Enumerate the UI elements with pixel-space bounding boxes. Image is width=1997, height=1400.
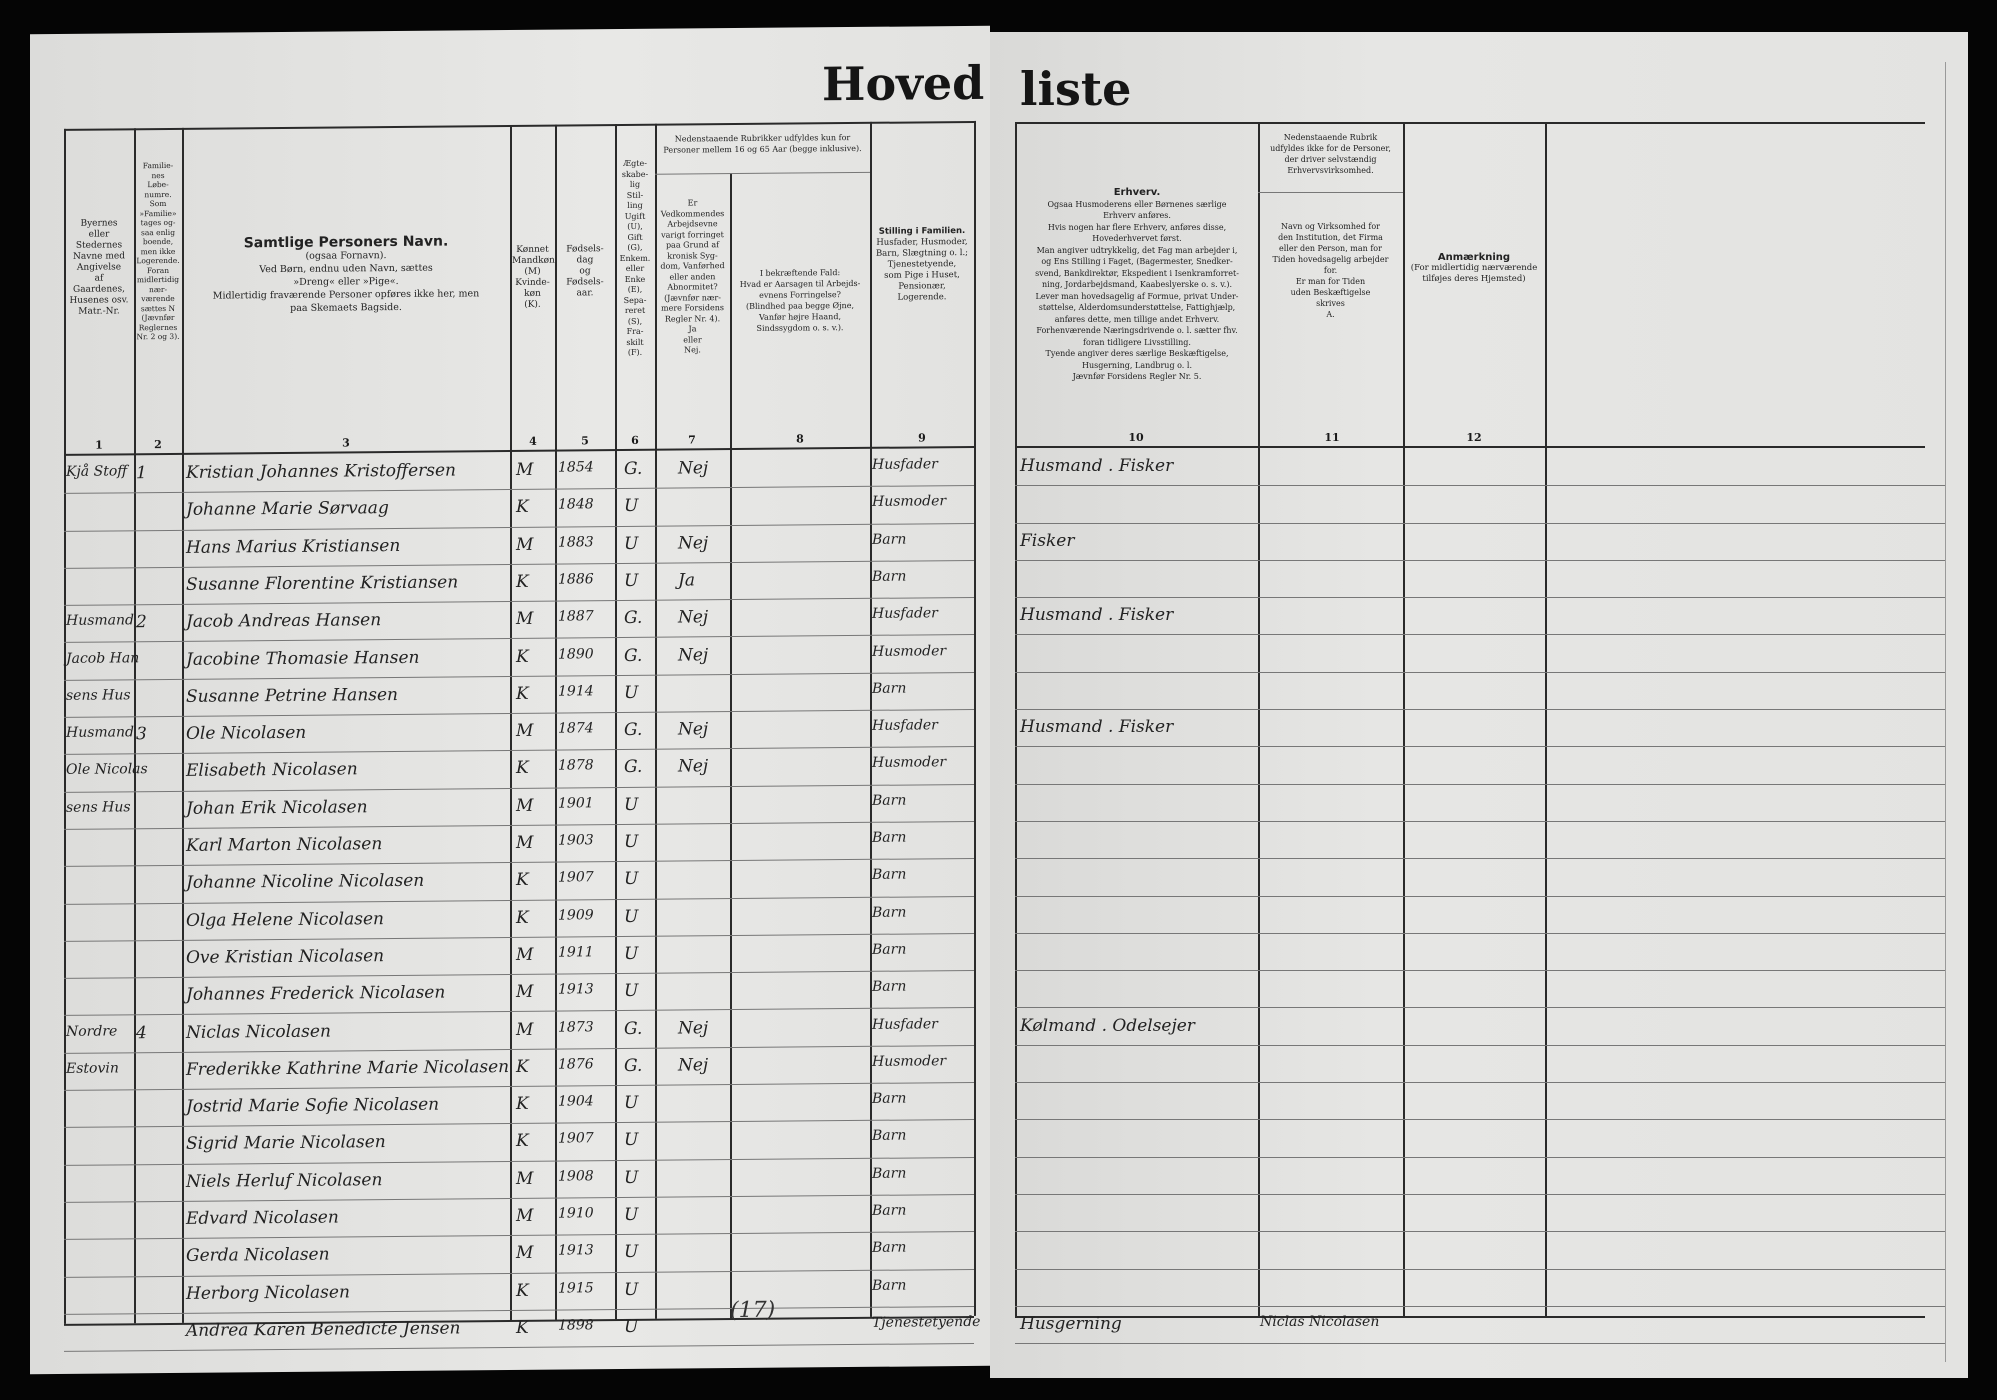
cell-name: Elisabeth Nicolasen	[186, 759, 358, 782]
cell-place	[66, 1097, 132, 1098]
cell-fam: 2	[136, 612, 147, 633]
cell-civil: U	[624, 1279, 639, 1300]
cell-sex: K	[516, 1317, 529, 1338]
header-col6: Ægte- skabe- lig Stil- ling Ugift (U), Gift (G), Enkem. eller Enke (E), Sepa- reret (S), Fra- skilt (F).	[619, 158, 651, 357]
cell-name: Herborg Nicolasen	[186, 1281, 350, 1304]
cell-name: Edvard Nicolasen	[186, 1207, 339, 1229]
cell-place	[66, 1321, 132, 1322]
cell-civil: G.	[624, 1055, 643, 1076]
table-row	[990, 1306, 1925, 1343]
cell-civil: U	[624, 1092, 639, 1114]
cell-sex: K	[516, 1093, 529, 1115]
cell-born: 1911	[558, 944, 594, 961]
cell-fam: 4	[136, 1022, 147, 1043]
cell-place: Nordre	[66, 1022, 118, 1040]
cell-sex: K	[516, 1131, 529, 1152]
cell-civil: U	[624, 981, 639, 1002]
cell-born: 1913	[558, 1242, 594, 1259]
cell-born: 1914	[558, 683, 594, 700]
cell-name: Frederikke Kathrine Marie Nicolasen	[186, 1056, 510, 1080]
cell-place	[66, 948, 132, 949]
cell-civil: G.	[624, 757, 643, 778]
page-title-left: Hoved	[822, 55, 985, 112]
cell-civil: U	[624, 1204, 639, 1226]
cell-place: Husmand	[66, 724, 135, 741]
cell-sex: K	[516, 1280, 529, 1301]
table-row	[990, 1008, 1925, 1045]
cell-place: Jacob Han	[66, 649, 140, 667]
cell-occ: Husmand . Fisker	[1020, 605, 1174, 626]
cell-sex: M	[516, 720, 534, 742]
cell-name: Karl Marton Nicolasen	[186, 834, 383, 856]
cell-role: Husfader	[872, 717, 938, 734]
header-col12: Anmærkning (For midlertidig nærværende tilføjes deres Hjemsted)	[1410, 252, 1538, 284]
cell-role: Husmoder	[872, 493, 947, 511]
cell-sex: K	[516, 1056, 529, 1077]
cell-occ: Husmand . Fisker	[1020, 717, 1174, 738]
cell-place	[66, 1247, 132, 1248]
cell-sex: M	[516, 1243, 534, 1264]
cell-civil: U	[624, 682, 639, 703]
cell-c11: Niclas Nicolasen	[1260, 1313, 1380, 1330]
header-col7: Er Vedkommendes Arbejdsevne varigt forringet paa Grund af kronisk Syg- dom, Vanførhed eller anden Abnormitet? (Jævnfør nær- mere Forsidens Regler Nr. 4). Ja eller Nej.	[660, 198, 725, 355]
cell-place: sens Hus	[66, 798, 131, 816]
cell-name: Susanne Petrine Hansen	[186, 684, 399, 707]
table-row	[990, 597, 1925, 634]
cell-civil: G.	[624, 608, 643, 629]
cell-born: 1890	[558, 645, 594, 663]
column-number: 4	[529, 434, 537, 448]
header-col11: Nedenstaaende Rubrik udfyldes ikke for de Personer, der driver selvstændig Erhvervsvirksomhed. Navn og Virksomhed for den Institution, det Firma eller den Person, man for Tiden hovedsagelig arbejder for. Er man for Tiden uden Beskæftigelse skrives A.	[1270, 133, 1391, 319]
cell-sex: M	[516, 1019, 534, 1040]
cell-born: 1883	[558, 533, 594, 551]
cell-sex: M	[516, 1205, 534, 1226]
cell-role: Barn	[872, 680, 907, 697]
cell-c7: Nej	[678, 1055, 709, 1076]
cell-place	[66, 985, 132, 986]
table-row	[990, 448, 1925, 485]
cell-civil: U	[624, 831, 639, 853]
table-row	[990, 896, 1925, 933]
cell-role: Barn	[872, 1165, 907, 1182]
cell-role: Husfader	[872, 1015, 938, 1033]
column-number: 1	[95, 438, 103, 452]
cell-fam: 1	[136, 463, 147, 484]
cell-c7: Nej	[678, 644, 709, 666]
column-number: 7	[688, 433, 696, 447]
header-col10: Erhverv. Ogsaa Husmoderens eller Børnenes særlige Erhverv anføres. Hvis nogen har flere Erhverv, anføres disse, Hovederhvervet først. Man angiver udtrykkelig, det Fag man arbejder i, og Ens Stilling i Faget, (Bagermester, Snedker- svend, Bankdirektør, Ekspedient i Isenkramforret- ning, Jordarbejdsmand, Kaabeslyerske o. s. v.). Lever man hovedsagelig af Formue, privat Under- støttelse, Alderdomsunderstøttelse, Fattighjælp, anføres dette, men tillige andet Erhverv. Forhenværende Næringsdrivende o. l. sætter fhv. foran tidligere Livsstilling. Tyende angiver deres særlige Beskæftigelse, Husgerning, Landbrug o. l. Jævnfør Forsidens Regler Nr. 5.	[1035, 187, 1239, 381]
cell-name: Niclas Nicolasen	[186, 1021, 331, 1043]
cell-place	[66, 911, 132, 912]
header-top-rule	[1015, 122, 1925, 124]
cell-role: Barn	[872, 568, 907, 585]
cell-name: Johanne Nicoline Nicolasen	[186, 871, 425, 894]
cell-born: 1874	[558, 720, 594, 737]
cell-civil: G.	[624, 1018, 643, 1039]
cell-name: Johanne Marie Sørvaag	[186, 498, 389, 521]
table-row	[990, 746, 1925, 783]
cell-c7: Nej	[678, 532, 709, 554]
cell-name: Ole Nicolasen	[186, 722, 307, 744]
cell-role: Barn	[872, 1202, 907, 1219]
cell-fam: 3	[136, 724, 147, 745]
row-rule	[1015, 1343, 1945, 1344]
cell-name: Susanne Florentine Kristiansen	[186, 572, 459, 595]
cell-name: Kristian Johannes Kristoffersen	[186, 460, 456, 483]
cell-civil: U	[624, 570, 639, 591]
table-row	[990, 1045, 1925, 1082]
cell-civil: G.	[624, 645, 643, 666]
cell-role: Barn	[872, 941, 907, 958]
cell-c7: Nej	[678, 607, 709, 628]
cell-sex: K	[516, 683, 529, 704]
cell-role: Husfader	[872, 605, 938, 623]
cell-place	[66, 1135, 132, 1136]
cell-role: Husmoder	[872, 1052, 947, 1070]
cell-born: 1887	[558, 608, 594, 625]
page-title-right: liste	[1020, 62, 1132, 116]
cell-name: Gerda Nicolasen	[186, 1244, 330, 1267]
cell-c7: Nej	[678, 756, 709, 777]
table-row	[990, 672, 1925, 709]
cell-place: Ole Nicolas	[66, 761, 148, 779]
cell-occ: Husmand . Fisker	[1020, 456, 1174, 476]
right-page	[990, 32, 1968, 1378]
table-row	[990, 1231, 1925, 1268]
row-rule	[64, 1343, 974, 1352]
cell-role: Barn	[872, 1239, 907, 1257]
cell-born: 1903	[558, 832, 594, 849]
table-row	[990, 821, 1925, 858]
table-row	[30, 1306, 981, 1351]
cell-name: Ove Kristian Nicolasen	[186, 945, 385, 968]
cell-civil: U	[624, 1167, 639, 1188]
column-number: 8	[796, 432, 804, 446]
cell-civil: U	[624, 869, 639, 890]
cell-occ: Husgerning	[1020, 1313, 1122, 1334]
cell-sex: K	[516, 870, 529, 891]
cell-born: 1886	[558, 571, 594, 588]
cell-c7: Nej	[678, 1017, 709, 1039]
cell-role: Husfader	[872, 456, 938, 473]
cell-role: Barn	[872, 978, 907, 996]
header-col2: Familie- nes Løbe- numre. Som »Familie» tages og- saa enlig boende, men ikke Logerende. Foran midlertidig nær- værende sættes N (Jævnfør Reglernes Nr. 2 og 3).	[136, 160, 180, 342]
cell-sex: K	[516, 497, 529, 518]
cell-occ: Kølmand . Odelsejer	[1020, 1015, 1195, 1036]
cell-occ: Fisker	[1020, 530, 1075, 551]
cell-role: Barn	[872, 829, 907, 846]
table-row	[990, 523, 1925, 560]
cell-place	[66, 1284, 132, 1285]
cell-role: Tjenestetyende	[872, 1313, 981, 1331]
cell-place	[66, 575, 132, 576]
column-number: 5	[581, 434, 589, 448]
cell-born: 1909	[558, 906, 594, 924]
cell-born: 1915	[558, 1279, 594, 1297]
cell-born: 1898	[558, 1317, 594, 1334]
cell-sex: M	[516, 459, 534, 480]
table-row	[990, 709, 1925, 746]
table-row	[990, 933, 1925, 970]
cell-born: 1878	[558, 757, 594, 774]
cell-civil: U	[624, 943, 639, 964]
cell-c7: Nej	[678, 458, 709, 479]
col78-rule	[655, 172, 870, 175]
table-row	[990, 1119, 1925, 1156]
page-edge-rule	[1945, 62, 1946, 1362]
header-col5: Fødsels- dag og Fødsels- aar.	[566, 244, 604, 299]
cell-name: Jostrid Marie Sofie Nicolasen	[186, 1094, 440, 1117]
table-row	[990, 1157, 1925, 1194]
cell-sex: K	[516, 758, 529, 779]
cell-name: Andrea Karen Benedicte Jensen	[186, 1318, 461, 1341]
cell-sex: M	[516, 534, 534, 555]
header-col1: Byernes eller Stedernes Navne med Angivelse af Gaardenes, Husenes osv. Matr.-Nr.	[69, 218, 129, 317]
cell-place	[66, 874, 132, 875]
header-col3: Samtlige Personers Navn. (ogsaa Fornavn). Ved Børn, endnu uden Navn, sættes »Dreng« eller »Pige«. Midlertidig fraværende Personer opføres ikke her, men paa Skemaets Bagside.	[212, 233, 480, 314]
cell-civil: G.	[624, 719, 643, 741]
cell-civil: U	[624, 533, 639, 554]
cell-sex: K	[516, 646, 529, 667]
cell-role: Husmoder	[872, 642, 947, 660]
tally-mark: (17)	[730, 1297, 776, 1324]
cell-name: Olga Helene Nicolasen	[186, 908, 384, 931]
cell-c7: Ja	[678, 570, 695, 591]
cell-born: 1908	[558, 1167, 594, 1185]
cell-born: 1904	[558, 1093, 594, 1110]
cell-born: 1848	[558, 496, 594, 513]
cell-civil: U	[624, 496, 639, 517]
cell-born: 1913	[558, 981, 594, 998]
cell-born: 1873	[558, 1018, 594, 1036]
cell-sex: M	[516, 981, 534, 1003]
cell-role: Barn	[872, 1090, 907, 1107]
cell-place: Husmand	[66, 612, 135, 630]
column-number: 10	[1128, 431, 1144, 444]
cell-role: Husmoder	[872, 754, 947, 772]
table-row	[990, 485, 1925, 522]
cell-role: Barn	[872, 531, 907, 548]
cell-civil: G.	[624, 458, 643, 480]
cell-born: 1901	[558, 794, 594, 812]
cell-civil: U	[624, 906, 639, 927]
cell-civil: U	[624, 1130, 639, 1151]
cell-sex: K	[516, 571, 529, 592]
cell-name: Niels Herluf Nicolasen	[186, 1169, 383, 1192]
header-col4: Kønnet Mandkøn (M) Kvinde- køn (K).	[512, 244, 555, 310]
cell-born: 1907	[558, 1130, 594, 1147]
cell-name: Jacobine Thomasie Hansen	[186, 647, 420, 670]
header-top-rule	[64, 121, 974, 131]
cell-born: 1907	[558, 869, 594, 886]
table-row	[990, 1082, 1925, 1119]
cell-role: Barn	[872, 1127, 907, 1145]
cell-name: Sigrid Marie Nicolasen	[186, 1132, 386, 1155]
cell-name: Johan Erik Nicolasen	[186, 796, 368, 819]
cell-place	[66, 1172, 132, 1173]
table-row	[990, 1194, 1925, 1231]
cell-sex: M	[516, 832, 534, 853]
cell-born: 1910	[558, 1205, 594, 1222]
cell-sex: K	[516, 907, 529, 928]
cell-sex: M	[516, 1168, 534, 1189]
cell-role: Barn	[872, 866, 907, 884]
column-number: 3	[342, 436, 350, 450]
header-col8: I bekræftende Fald: Hvad er Aarsagen til Arbejds- evnens Forringelse? (Blindhed paa begge Øjne, Vanfør højre Haand, Sindssygdom o. s. v.).	[739, 268, 861, 333]
header-col9: Stilling i Familien. Husfader, Husmoder, Barn, Slægtning o. l.; Tjenestetyende, som Pige i Huset, Pensionær, Logerende.	[875, 226, 969, 303]
column-number: 12	[1466, 431, 1482, 444]
cell-civil: U	[624, 1316, 639, 1337]
column-number: 11	[1324, 431, 1340, 444]
table-row	[990, 784, 1925, 821]
cell-place: sens Hus	[66, 687, 131, 704]
cell-born: 1854	[558, 459, 594, 476]
cell-c7: Nej	[678, 719, 709, 740]
cell-role: Barn	[872, 1277, 907, 1294]
table-row	[990, 970, 1925, 1007]
cell-sex: M	[516, 608, 534, 630]
cell-civil: U	[624, 1242, 639, 1263]
cell-civil: U	[624, 794, 639, 815]
cell-name: Jacob Andreas Hansen	[186, 610, 382, 633]
column-number: 2	[154, 438, 162, 452]
left-page	[30, 26, 990, 1374]
table-row	[990, 1269, 1925, 1306]
cell-sex: M	[516, 795, 534, 816]
table-row	[990, 560, 1925, 597]
table-row	[990, 635, 1925, 672]
column-number: 9	[918, 431, 926, 445]
cell-name: Johannes Frederick Nicolasen	[186, 982, 446, 1006]
cell-place: Estovin	[66, 1060, 119, 1077]
cell-role: Barn	[872, 792, 907, 809]
cell-place	[66, 538, 132, 539]
cell-place: Kjå Stoff	[66, 463, 128, 480]
cell-place	[66, 1209, 132, 1210]
table-row	[990, 858, 1925, 895]
col-rule	[974, 121, 976, 1316]
cell-place	[66, 836, 132, 837]
header-col78-top: Nedenstaaende Rubrikker udfyldes kun for Personer mellem 16 og 65 Aar (begge inklusive).	[663, 133, 862, 155]
cell-name: Hans Marius Kristiansen	[186, 535, 401, 558]
cell-sex: M	[516, 944, 534, 965]
cell-role: Barn	[872, 904, 907, 921]
cell-place	[66, 501, 132, 502]
column-number: 6	[631, 433, 639, 447]
cell-born: 1876	[558, 1056, 594, 1073]
